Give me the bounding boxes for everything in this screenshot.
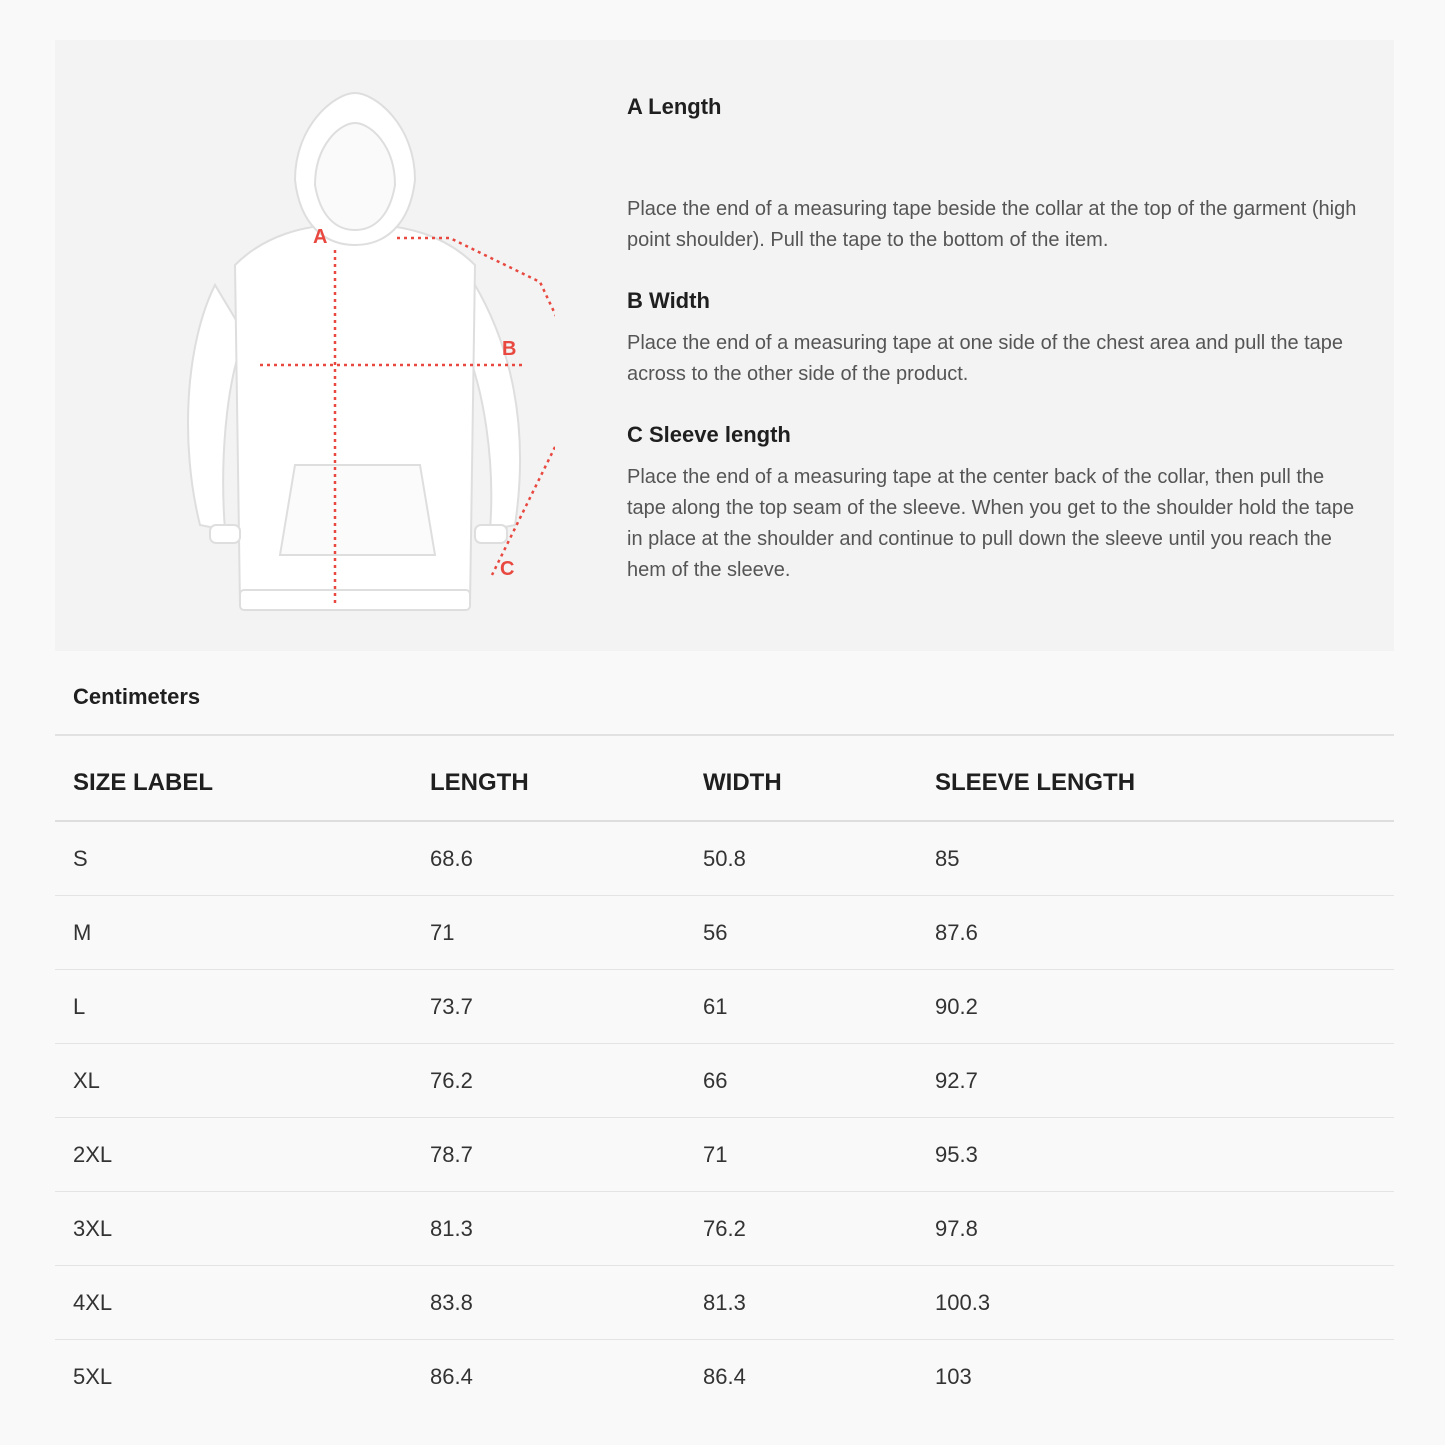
- width-cell: 50.8: [685, 821, 917, 896]
- header-width: WIDTH: [685, 746, 917, 821]
- width-heading: B Width: [627, 288, 710, 313]
- measurement-instructions: [627, 90, 1367, 586]
- size-cell: M: [55, 896, 412, 970]
- sleeve-cell: 95.3: [917, 1118, 1394, 1192]
- hoodie-illustration: [188, 93, 520, 610]
- size-cell: L: [55, 970, 412, 1044]
- length-cell: 78.7: [412, 1118, 685, 1192]
- width-cell: 56: [685, 896, 917, 970]
- width-cell: 71: [685, 1118, 917, 1192]
- size-chart-table: [55, 746, 1394, 1413]
- sleeve-cell: 92.7: [917, 1044, 1394, 1118]
- table-row: [55, 1118, 1394, 1192]
- table-row: [55, 896, 1394, 970]
- size-cell: 2XL: [55, 1118, 412, 1192]
- header-size-label: SIZE LABEL: [55, 746, 412, 821]
- label-c: C: [500, 558, 515, 580]
- sleeve-cell: 103: [935, 1363, 972, 1389]
- length-cell: 68.6: [412, 821, 685, 896]
- length-cell: 71: [412, 896, 685, 970]
- hoodie-measurement-diagram: [155, 85, 555, 625]
- sleeve-cell: 85: [917, 821, 1394, 896]
- table-row: [55, 1192, 1394, 1266]
- length-heading: A Length: [627, 94, 722, 119]
- label-b: B: [502, 338, 517, 360]
- length-cell: 73.7: [412, 970, 685, 1044]
- width-cell: 76.2: [685, 1192, 917, 1266]
- size-cell: 3XL: [55, 1192, 412, 1266]
- units-title: Centimeters: [73, 684, 201, 709]
- length-cell: 83.8: [412, 1266, 685, 1340]
- sleeve-cell: 97.8: [917, 1192, 1394, 1266]
- sleeve-length-description: Place the end of a measuring tape at the center back of the collar, then pull the tape along the top seam of the sleeve. When you get to the shoulder hold the tape in place at the shoulder and continue to pull down the sleeve until you reach the hem of the sleeve.: [627, 466, 1355, 581]
- sleeve-cell: 100.3: [917, 1266, 1394, 1340]
- table-row: [55, 821, 1394, 896]
- table-row: [55, 970, 1394, 1044]
- size-cell: XL: [55, 1044, 412, 1118]
- divider: [55, 734, 1394, 736]
- table-row: [55, 1340, 1394, 1414]
- sleeve-cell: 90.2: [917, 970, 1394, 1044]
- length-cell: 81.3: [412, 1192, 685, 1266]
- sleeve-cell: 87.6: [917, 896, 1394, 970]
- label-a: A: [313, 226, 328, 248]
- table-row: [55, 1266, 1394, 1340]
- sleeve-length-heading: C Sleeve length: [627, 422, 791, 447]
- measurement-guide-panel: [55, 40, 1394, 651]
- width-cell: 86.4: [703, 1363, 746, 1389]
- size-cell: 4XL: [55, 1266, 412, 1340]
- length-description: Place the end of a measuring tape beside the collar at the top of the garment (high point shoulder). Pull the tape to the bottom of the item.: [627, 198, 1357, 251]
- table-header-row: [55, 746, 1394, 821]
- header-sleeve-length: SLEEVE LENGTH: [917, 746, 1394, 821]
- length-cell: 76.2: [412, 1044, 685, 1118]
- size-cell: S: [55, 821, 412, 896]
- width-cell: 61: [685, 970, 917, 1044]
- length-cell: 86.4: [430, 1363, 473, 1389]
- width-cell: 66: [685, 1044, 917, 1118]
- header-length: LENGTH: [412, 746, 685, 821]
- width-cell: 81.3: [685, 1266, 917, 1340]
- size-cell: 5XL: [73, 1363, 113, 1389]
- width-description: Place the end of a measuring tape at one side of the chest area and pull the tape across to the other side of the product.: [627, 332, 1344, 385]
- table-row: [55, 1044, 1394, 1118]
